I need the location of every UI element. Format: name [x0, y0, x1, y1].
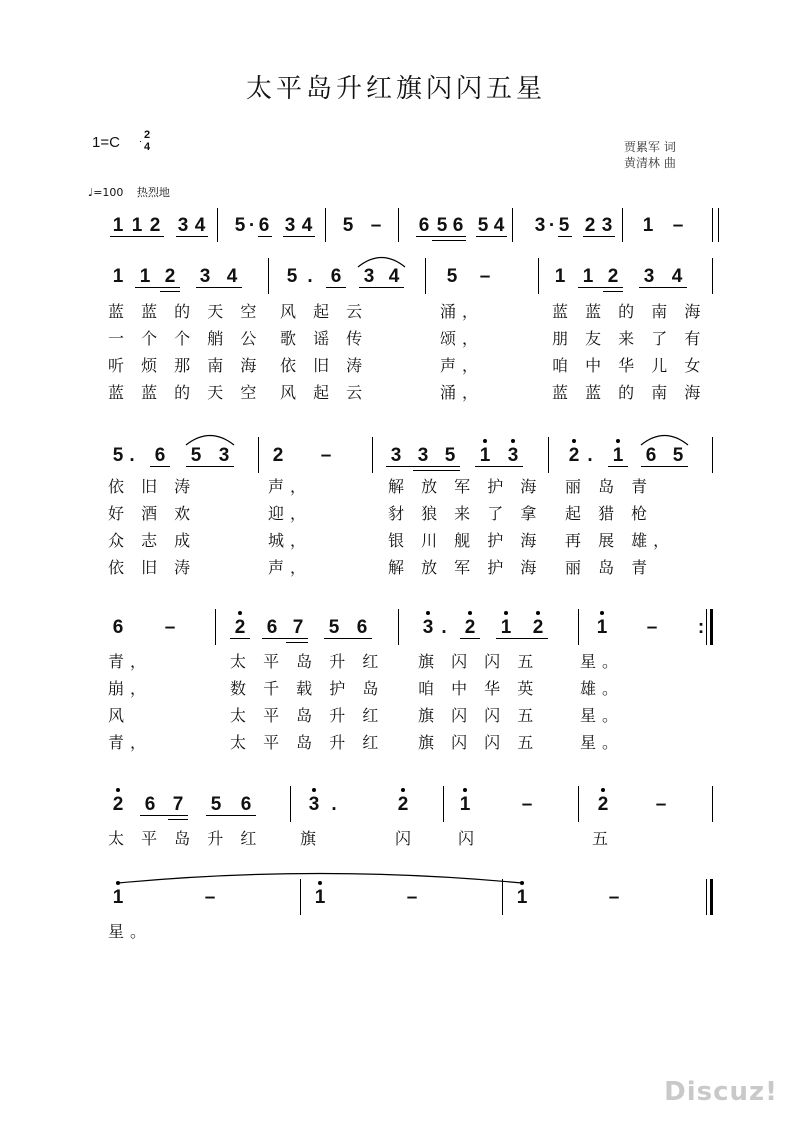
note: 3 [422, 617, 434, 638]
barline [215, 609, 216, 645]
lyric-cell: 青， [108, 652, 153, 671]
high-octave-dot [426, 611, 430, 615]
lyric-cell: 星。 [108, 922, 153, 941]
lyric-cell: 青， [108, 733, 153, 752]
beam-underline [168, 819, 188, 820]
note: · [248, 215, 256, 236]
beam-underline [558, 236, 572, 237]
beam-underline [359, 287, 404, 288]
barline [268, 258, 269, 294]
note: 1 [582, 266, 594, 287]
time-signature [140, 129, 154, 153]
note: 1 [112, 215, 124, 236]
lyric-cell: 朋 友 来 了 有 [552, 329, 707, 348]
beam-underline [135, 287, 180, 288]
high-octave-dot [401, 788, 405, 792]
beam-underline [110, 236, 164, 237]
beam-underline [386, 466, 460, 467]
note: 5 [558, 215, 570, 236]
note: 2 [464, 617, 476, 638]
slur-arc [358, 254, 405, 268]
lyric-cell: 丽 岛 青 [565, 477, 654, 496]
barline [712, 437, 713, 473]
note: 4 [226, 266, 238, 287]
lyric-cell: 风 起 云 [280, 383, 369, 402]
lyric-cell: 太 平 岛 升 红 [230, 652, 385, 671]
note: 3 [177, 215, 189, 236]
lyric-cell: 蓝 蓝 的 天 空 [108, 302, 263, 321]
note: 1 [131, 215, 143, 236]
lyric-cell: 闪 [458, 829, 481, 848]
barline [290, 786, 291, 822]
note: 2 [234, 617, 246, 638]
note: 3 [284, 215, 296, 236]
meter-line [140, 141, 141, 142]
lyric-cell: 再 展 雄， [565, 531, 676, 550]
barline [425, 258, 426, 294]
note: 4 [388, 266, 400, 287]
note: 1 [479, 445, 491, 466]
note: 1 [314, 887, 326, 908]
note: 2 [272, 445, 284, 466]
beam-underline [413, 470, 460, 471]
note: 2 [149, 215, 161, 236]
beam-underline [608, 466, 628, 467]
beam-underline [150, 466, 170, 467]
note: . [441, 617, 447, 638]
composer-credit: 黄清林 曲 [624, 156, 676, 170]
beam-underline [140, 815, 188, 816]
lyric-cell: 闪 [395, 829, 418, 848]
note: 1 [516, 887, 528, 908]
note: 7 [172, 794, 184, 815]
barline [502, 879, 503, 915]
lyric-cell: 星。 [580, 733, 625, 752]
note: 5 [286, 266, 298, 287]
lyric-cell: 旗 闪 闪 五 [418, 652, 540, 671]
expression-mark: 热烈地 [136, 186, 170, 199]
final-bar-thick [710, 879, 713, 915]
barline [578, 609, 579, 645]
barline [718, 208, 719, 242]
beam-underline [476, 236, 507, 237]
beam-underline [262, 638, 308, 639]
lyric-cell: 涌， [440, 383, 485, 402]
note: . [307, 266, 313, 287]
barline [706, 609, 707, 645]
note: 6 [645, 445, 657, 466]
note: 1 [642, 215, 654, 236]
note: – [370, 215, 382, 236]
tempo-mark: ♩=100 [88, 186, 124, 199]
barline [398, 609, 399, 645]
note: 5 [234, 215, 246, 236]
lyric-cell: 迎， [268, 504, 313, 523]
note: 6 [240, 794, 252, 815]
note: 4 [671, 266, 683, 287]
slur-arc [118, 870, 522, 884]
note: 6 [330, 266, 342, 287]
lyric-cell: 咱 中 华 儿 女 [552, 356, 707, 375]
note: 1 [596, 617, 608, 638]
repeat-dots: : [697, 617, 705, 638]
note: 5 [342, 215, 354, 236]
lyric-cell: 声， [268, 477, 313, 496]
lyric-cell: 豺 狼 来 了 拿 [388, 504, 543, 523]
lyric-cell: 咱 中 华 英 [418, 679, 540, 698]
note: 6 [452, 215, 464, 236]
note: 5 [672, 445, 684, 466]
lyric-cell: 蓝 蓝 的 天 空 [108, 383, 263, 402]
note: 3 [363, 266, 375, 287]
final-bar-thick [710, 609, 713, 645]
note: – [204, 887, 216, 908]
lyric-cell: 城， [268, 531, 313, 550]
barline [512, 208, 513, 242]
lyric-cell: 旗 [300, 829, 323, 848]
lyric-cell: 五 [592, 829, 615, 848]
beam-underline [258, 236, 272, 237]
barline [622, 208, 623, 242]
beam-underline [286, 642, 308, 643]
beam-underline [496, 638, 548, 639]
high-octave-dot [463, 788, 467, 792]
lyric-cell: 蓝 蓝 的 南 海 [552, 302, 707, 321]
lyric-cell: 歌 谣 传 [280, 329, 369, 348]
lyric-cell: 依 旧 涛 [280, 356, 369, 375]
note: 3 [643, 266, 655, 287]
barline [712, 258, 713, 294]
lyric-cell: 星。 [580, 706, 625, 725]
meter-top: 2 [143, 129, 151, 141]
barline [712, 208, 713, 242]
slur-arc [641, 432, 688, 446]
lyric-cell: 解 放 军 护 海 [388, 477, 543, 496]
high-octave-dot [116, 788, 120, 792]
beam-underline [603, 291, 623, 292]
note: – [406, 887, 418, 908]
note: 5 [446, 266, 458, 287]
beam-underline [326, 287, 346, 288]
meter-bottom: 4 [143, 141, 151, 153]
note: 5 [436, 215, 448, 236]
beam-underline [416, 236, 466, 237]
note: 2 [597, 794, 609, 815]
high-octave-dot [312, 788, 316, 792]
lyric-cell: 声， [440, 356, 485, 375]
note: 3 [601, 215, 613, 236]
lyric-cell: 风 [108, 706, 131, 725]
note: 5 [190, 445, 202, 466]
note: – [608, 887, 620, 908]
lyric-cell: 太 平 岛 升 红 [108, 829, 263, 848]
beam-underline [283, 236, 315, 237]
slur-arc [186, 432, 234, 446]
note: – [479, 266, 491, 287]
note: 2 [607, 266, 619, 287]
lyric-cell: 蓝 蓝 的 南 海 [552, 383, 707, 402]
lyric-cell: 颂， [440, 329, 485, 348]
note: 6 [154, 445, 166, 466]
beam-underline [432, 240, 466, 241]
note: – [646, 617, 658, 638]
lyric-cell: 声， [268, 558, 313, 577]
note: 2 [112, 794, 124, 815]
note: 3 [507, 445, 519, 466]
note: – [655, 794, 667, 815]
note: 1 [139, 266, 151, 287]
high-octave-dot [504, 611, 508, 615]
note: 2 [164, 266, 176, 287]
beam-underline [641, 466, 688, 467]
high-octave-dot [468, 611, 472, 615]
beam-underline [324, 638, 372, 639]
lyric-cell: 旗 闪 闪 五 [418, 733, 540, 752]
note: 5 [210, 794, 222, 815]
lyric-cell: 风 起 云 [280, 302, 369, 321]
lyric-cell: 崩， [108, 679, 153, 698]
note: 1 [500, 617, 512, 638]
note: 6 [418, 215, 430, 236]
lyric-cell: 听 烦 那 南 海 [108, 356, 263, 375]
note: 7 [292, 617, 304, 638]
note: 3 [308, 794, 320, 815]
lyric-cell: 依 旧 涛 [108, 477, 197, 496]
note: 1 [112, 887, 124, 908]
note: 4 [493, 215, 505, 236]
key-signature: 1=C [92, 134, 120, 151]
lyric-cell: 星。 [580, 652, 625, 671]
note: 6 [258, 215, 270, 236]
barline [712, 786, 713, 822]
song-title: 太平岛升红旗闪闪五星 [245, 74, 546, 104]
note: . [587, 445, 593, 466]
note: 3 [417, 445, 429, 466]
barline [578, 786, 579, 822]
note: 4 [301, 215, 313, 236]
barline [548, 437, 549, 473]
lyric-cell: 解 放 军 护 海 [388, 558, 543, 577]
high-octave-dot [238, 611, 242, 615]
high-octave-dot [536, 611, 540, 615]
note: 3 [390, 445, 402, 466]
lyric-cell: 依 旧 涛 [108, 558, 197, 577]
lyric-cell: 丽 岛 青 [565, 558, 654, 577]
note: 5 [328, 617, 340, 638]
note: · [548, 215, 556, 236]
note: 6 [112, 617, 124, 638]
barline [372, 437, 373, 473]
high-octave-dot [600, 611, 604, 615]
barline [398, 208, 399, 242]
watermark: Discuz! [664, 1077, 778, 1107]
lyric-cell: 太 平 岛 升 红 [230, 706, 385, 725]
note: 2 [568, 445, 580, 466]
beam-underline [475, 466, 523, 467]
barline [217, 208, 218, 242]
note: – [521, 794, 533, 815]
lyric-cell: 旗 闪 闪 五 [418, 706, 540, 725]
barline [258, 437, 259, 473]
note: 4 [194, 215, 206, 236]
note: – [164, 617, 176, 638]
note: 3 [199, 266, 211, 287]
high-octave-dot [483, 439, 487, 443]
high-octave-dot [572, 439, 576, 443]
beam-underline [176, 236, 208, 237]
high-octave-dot [601, 788, 605, 792]
lyric-cell: 太 平 岛 升 红 [230, 733, 385, 752]
note: 6 [356, 617, 368, 638]
note: 2 [397, 794, 409, 815]
lyric-cell: 银 川 舰 护 海 [388, 531, 543, 550]
note: 5 [477, 215, 489, 236]
note: 2 [532, 617, 544, 638]
beam-underline [230, 638, 250, 639]
beam-underline [160, 291, 180, 292]
note: 6 [144, 794, 156, 815]
beam-underline [639, 287, 687, 288]
lyric-cell: 数 千 载 护 岛 [230, 679, 385, 698]
note: . [129, 445, 135, 466]
note: – [320, 445, 332, 466]
tempo-marking [88, 184, 170, 200]
note: 1 [612, 445, 624, 466]
note: 5 [444, 445, 456, 466]
beam-underline [206, 815, 256, 816]
note: 2 [584, 215, 596, 236]
note: – [672, 215, 684, 236]
lyric-cell: 涌， [440, 302, 485, 321]
barline [538, 258, 539, 294]
note: 1 [459, 794, 471, 815]
beam-underline [460, 638, 480, 639]
lyric-cell: 雄。 [580, 679, 625, 698]
lyric-cell: 好 酒 欢 [108, 504, 197, 523]
barline [706, 879, 707, 915]
high-octave-dot [616, 439, 620, 443]
barline [443, 786, 444, 822]
lyricist-credit: 贾累军 词 [624, 140, 676, 154]
lyric-cell: 起 猎 枪 [565, 504, 654, 523]
barline [325, 208, 326, 242]
beam-underline [578, 287, 623, 288]
note: 5 [112, 445, 124, 466]
lyric-cell: 一 个 个 艄 公 [108, 329, 263, 348]
note: . [331, 794, 337, 815]
beam-underline [583, 236, 615, 237]
note: 3 [218, 445, 230, 466]
note: 1 [554, 266, 566, 287]
note: 1 [112, 266, 124, 287]
note: 3 [534, 215, 546, 236]
beam-underline [196, 287, 242, 288]
note: 6 [266, 617, 278, 638]
barline [300, 879, 301, 915]
high-octave-dot [511, 439, 515, 443]
lyric-cell: 众 志 成 [108, 531, 197, 550]
beam-underline [186, 466, 234, 467]
